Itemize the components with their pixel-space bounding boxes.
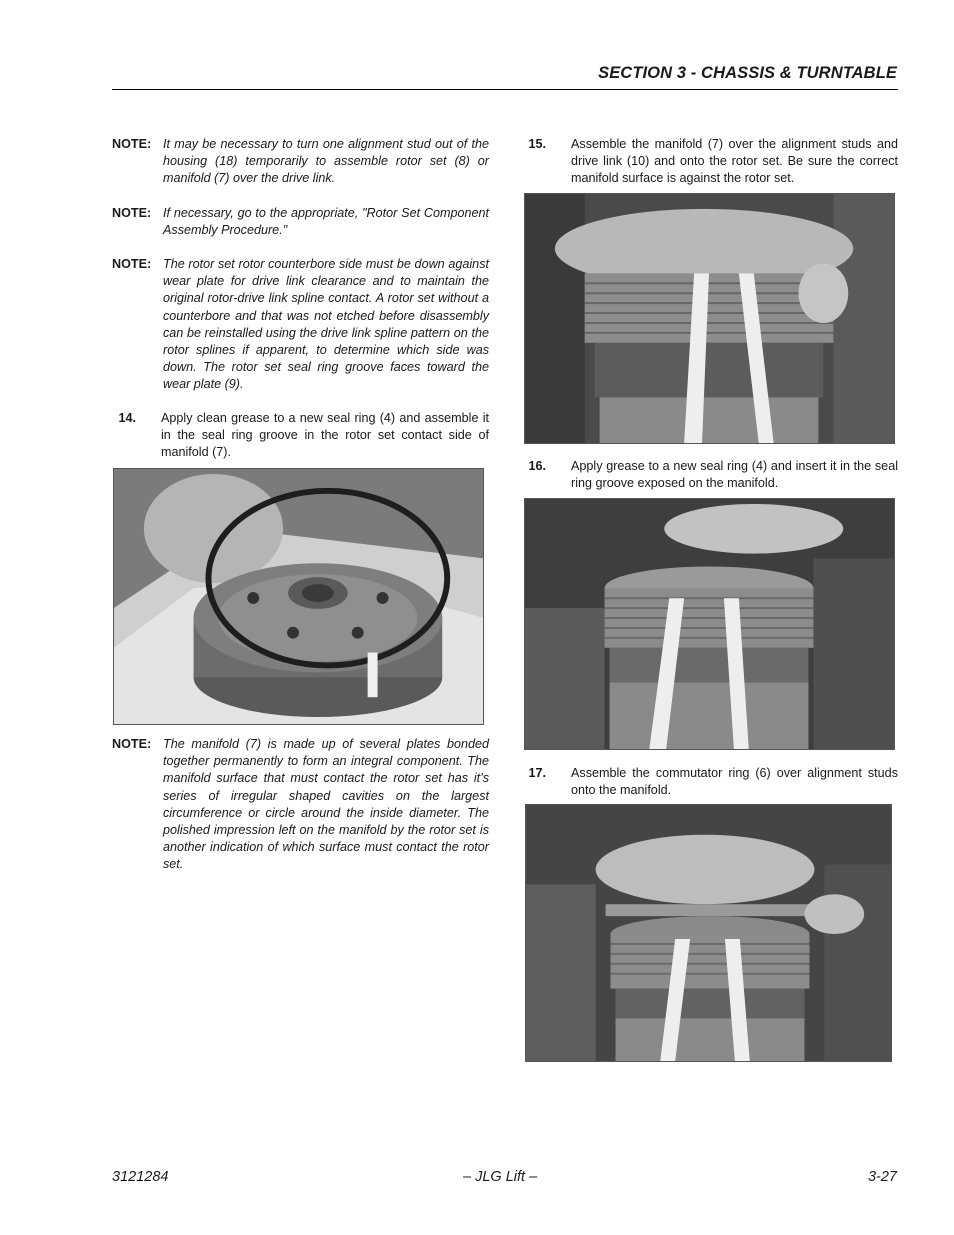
step-number: 14. bbox=[118, 411, 136, 425]
step-15 bbox=[522, 136, 898, 188]
step-14 bbox=[112, 410, 489, 462]
photo-manifold-assembly bbox=[524, 193, 895, 444]
header-rule bbox=[112, 89, 898, 90]
note-label: NOTE: bbox=[112, 737, 152, 751]
step-text: Assemble the manifold (7) over the alignment studs and drive link (10) and onto the rotor set. Be sure the correct manifold surface is against the rotor set. bbox=[571, 137, 898, 186]
step-text: Assemble the commutator ring (6) over alignment studs onto the manifold. bbox=[571, 766, 898, 798]
step-text: Apply grease to a new seal ring (4) and insert it in the seal ring groove exposed on the manifold. bbox=[571, 459, 898, 491]
footer-page-number: 3-27 bbox=[867, 1169, 897, 1185]
section-title: SECTION 3 - CHASSIS & TURNTABLE bbox=[598, 64, 897, 82]
note-text: If necessary, go to the appropriate, "Rotor Set Component Assembly Procedure." bbox=[163, 206, 489, 238]
note-manifold-plates bbox=[112, 736, 489, 874]
note-text: It may be necessary to turn one alignment stud out of the housing (18) temporarily to assemble rotor set (8) or manifold (7) over the drive link. bbox=[163, 137, 489, 186]
note-label: NOTE: bbox=[112, 137, 152, 151]
note-label: NOTE: bbox=[112, 206, 152, 220]
note-alignment-stud bbox=[112, 136, 489, 188]
note-procedure bbox=[112, 205, 489, 239]
photo-seal-ring-groove bbox=[524, 498, 895, 750]
photo-seal-ring-manifold bbox=[113, 468, 484, 725]
step-text: Apply clean grease to a new seal ring (4) and assemble it in the seal ring groove in the rotor set contact side of manifold (7). bbox=[161, 411, 489, 460]
step-16 bbox=[522, 458, 898, 492]
step-number: 15. bbox=[528, 137, 546, 151]
step-number: 16. bbox=[528, 459, 546, 473]
note-label: NOTE: bbox=[112, 257, 152, 271]
step-17 bbox=[522, 765, 898, 799]
photo-commutator-ring bbox=[525, 804, 892, 1062]
note-text: The rotor set rotor counterbore side must be down against wear plate for drive link clearance and to maintain the original rotor-drive link spline contact. A rotor set without a counterbore and that was not etched before disassembly can be reinstalled using the drive link spline pattern on the rotor splines if apparent, to determine which side was down. The rotor set seal ring groove faces toward the wear plate (9). bbox=[163, 257, 489, 392]
footer-center: – JLG Lift – bbox=[463, 1169, 538, 1185]
note-counterbore bbox=[112, 256, 489, 394]
note-text: The manifold (7) is made up of several plates bonded together permanently to form an integral component. The manifold surface that must contact the rotor set has it’s series of irregular shaped cavities on the largest circumference or circle around the inside diameter. The polished impression left on the manifold by the rotor set is another indication of which surface must contact the rotor set. bbox=[163, 737, 489, 872]
step-number: 17. bbox=[528, 766, 546, 780]
footer-doc-number: 3121284 bbox=[112, 1169, 169, 1185]
